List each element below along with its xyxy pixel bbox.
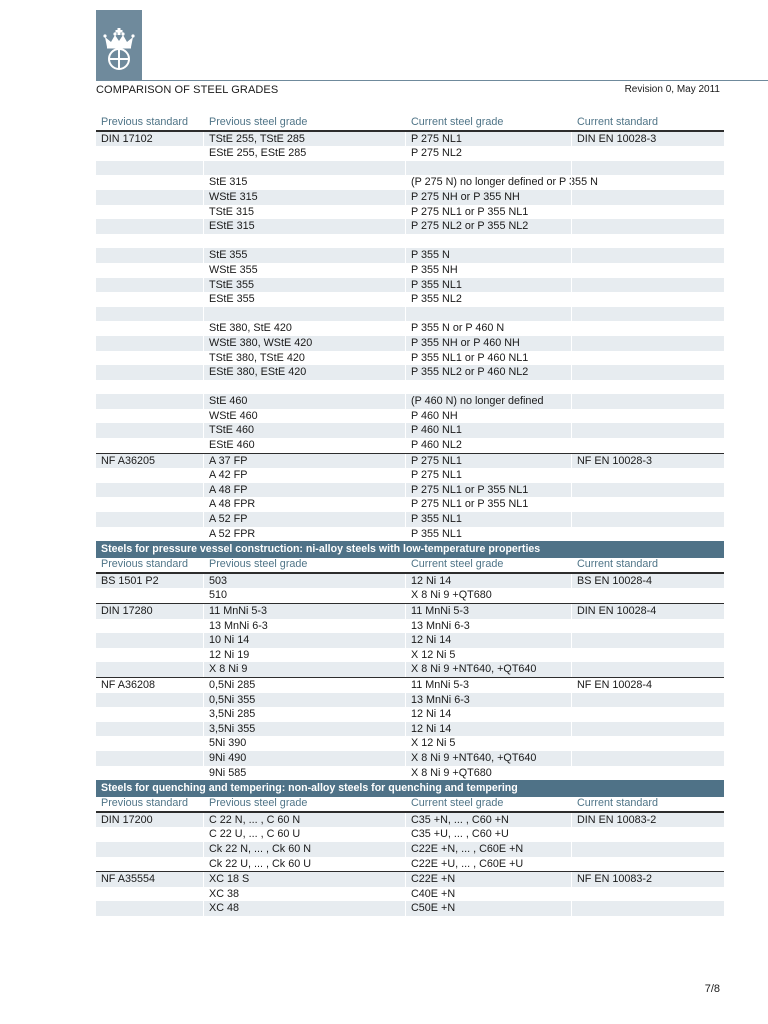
current-standard-cell	[571, 234, 724, 249]
current-standard-cell	[571, 423, 724, 438]
current-standard-cell: DIN EN 10028-3	[571, 132, 724, 147]
header-rule	[96, 80, 768, 81]
previous-standard-cell	[96, 161, 203, 176]
current-standard-cell	[571, 468, 724, 483]
current-standard-cell	[571, 248, 724, 263]
previous-grade-cell: A 48 FPR	[203, 497, 405, 512]
table-row	[96, 248, 724, 263]
table-row	[96, 588, 724, 603]
previous-grade-cell: EStE 315	[203, 219, 405, 234]
current-grade-cell: P 275 NL1 or P 355 NL1	[405, 483, 571, 498]
current-standard-cell	[571, 438, 724, 453]
current-standard-cell	[571, 633, 724, 648]
current-grade-cell: P 275 NL2	[405, 146, 571, 161]
table-row	[96, 633, 724, 648]
table-row	[96, 453, 724, 469]
current-standard-cell	[571, 394, 724, 409]
current-standard-cell: BS EN 10028-4	[571, 574, 724, 589]
current-standard-cell	[571, 512, 724, 527]
current-grade-cell	[405, 161, 571, 176]
current-grade-cell: 12 Ni 14	[405, 633, 571, 648]
current-grade-cell: P 460 NL2	[405, 438, 571, 453]
previous-grade-cell: EStE 380, EStE 420	[203, 365, 405, 380]
column-header: Previous steel grade	[203, 558, 405, 572]
previous-standard-cell	[96, 857, 203, 872]
current-grade-cell: P 275 NL2 or P 355 NL2	[405, 219, 571, 234]
previous-standard-cell	[96, 248, 203, 263]
column-header: Previous standard	[101, 797, 189, 810]
company-logo	[96, 10, 142, 80]
current-standard-cell	[571, 588, 724, 603]
previous-grade-cell	[203, 234, 405, 249]
previous-standard-cell	[96, 693, 203, 708]
current-standard-cell	[571, 321, 724, 336]
previous-grade-cell: 0,5Ni 285	[203, 678, 405, 693]
current-grade-cell: P 460 NL1	[405, 423, 571, 438]
current-grade-cell: X 12 Ni 5	[405, 648, 571, 663]
previous-grade-cell	[203, 307, 405, 322]
previous-standard-cell	[96, 190, 203, 205]
previous-standard-cell	[96, 307, 203, 322]
current-grade-cell: 13 MnNi 6-3	[405, 693, 571, 708]
current-grade-cell: C50E +N	[405, 901, 571, 916]
previous-standard-cell	[96, 483, 203, 498]
current-standard-cell	[571, 292, 724, 307]
current-grade-cell: P 275 NL1	[405, 454, 571, 469]
table-row	[96, 722, 724, 737]
table-row	[96, 205, 724, 220]
table-row	[96, 234, 724, 249]
current-standard-cell	[571, 736, 724, 751]
table-row	[96, 603, 724, 619]
previous-standard-cell	[96, 588, 203, 603]
previous-standard-cell	[96, 662, 203, 677]
table-row	[96, 292, 724, 307]
current-standard-cell	[571, 409, 724, 424]
current-grade-cell: P 275 NL1	[405, 468, 571, 483]
column-header: Previous standard	[101, 116, 189, 128]
crown-logo-icon	[96, 10, 142, 80]
current-standard-cell: NF EN 10083-2	[571, 872, 724, 887]
previous-standard-cell	[96, 234, 203, 249]
current-grade-cell: P 355 NL1	[405, 278, 571, 293]
previous-standard-cell	[96, 321, 203, 336]
current-standard-cell	[571, 336, 724, 351]
current-grade-cell: P 355 NH or P 460 NH	[405, 336, 571, 351]
current-grade-cell: P 355 NL1	[405, 512, 571, 527]
table-row	[96, 365, 724, 380]
previous-standard-cell	[96, 423, 203, 438]
previous-grade-cell	[203, 161, 405, 176]
current-standard-cell	[571, 365, 724, 380]
previous-grade-cell: WStE 380, WStE 420	[203, 336, 405, 351]
current-standard-cell	[571, 857, 724, 872]
previous-standard-cell: NF A35554	[101, 873, 156, 886]
previous-standard-cell	[96, 901, 203, 916]
previous-standard-cell	[96, 219, 203, 234]
table-row	[96, 190, 724, 205]
current-standard-cell	[571, 175, 724, 190]
current-standard-cell	[571, 161, 724, 176]
previous-standard-cell	[96, 146, 203, 161]
current-standard-cell: NF EN 10028-4	[571, 678, 724, 693]
current-grade-cell: X 12 Ni 5	[405, 736, 571, 751]
current-standard-cell: DIN EN 10028-4	[571, 604, 724, 619]
previous-standard-cell	[96, 766, 203, 781]
table-row	[96, 161, 724, 176]
previous-standard-cell: DIN 17102	[101, 132, 153, 145]
table-row	[96, 842, 724, 857]
previous-standard-cell	[96, 365, 203, 380]
previous-grade-cell: 13 MnNi 6-3	[203, 619, 405, 634]
current-standard-cell	[571, 648, 724, 663]
previous-standard-cell	[96, 736, 203, 751]
current-grade-cell: C22E +N	[405, 872, 571, 887]
previous-standard-cell	[96, 380, 203, 395]
table-header-row	[96, 797, 724, 812]
previous-grade-cell: 5Ni 390	[203, 736, 405, 751]
current-grade-cell: C35 +U, ... , C60 +U	[405, 827, 571, 842]
current-grade-cell	[405, 380, 571, 395]
table-row	[96, 175, 724, 190]
steel-grades-table	[96, 116, 724, 930]
current-standard-cell	[571, 619, 724, 634]
table-row	[96, 527, 724, 542]
table-row	[96, 693, 724, 708]
previous-grade-cell: 510	[203, 588, 405, 603]
previous-grade-cell: 503	[203, 574, 405, 589]
current-standard-cell	[571, 751, 724, 766]
current-standard-cell	[571, 662, 724, 677]
previous-grade-cell: XC 38	[203, 887, 405, 902]
table-row	[96, 662, 724, 677]
previous-standard-cell	[96, 409, 203, 424]
current-standard-cell	[571, 693, 724, 708]
previous-standard-cell	[96, 916, 203, 931]
table-row	[96, 497, 724, 512]
previous-grade-cell: EStE 255, EStE 285	[203, 146, 405, 161]
current-grade-cell: 12 Ni 14	[405, 722, 571, 737]
previous-standard-cell	[96, 205, 203, 220]
table-row	[96, 409, 724, 424]
previous-grade-cell: TStE 460	[203, 423, 405, 438]
current-grade-cell: C22E +N, ... , C60E +N	[405, 842, 571, 857]
table-row	[96, 438, 724, 453]
previous-standard-cell	[96, 497, 203, 512]
previous-standard-cell: NF A36205	[101, 454, 156, 467]
table-row	[96, 573, 724, 589]
table-row	[96, 812, 724, 828]
table-row	[96, 380, 724, 395]
current-grade-cell: 13 MnNi 6-3	[405, 619, 571, 634]
current-grade-cell: 12 Ni 14	[405, 707, 571, 722]
current-standard-cell	[571, 887, 724, 902]
previous-standard-cell	[96, 722, 203, 737]
previous-standard-cell	[96, 527, 203, 542]
table-header-row	[96, 558, 724, 573]
previous-grade-cell: Ck 22 U, ... , Ck 60 U	[203, 857, 405, 872]
previous-grade-cell: WStE 315	[203, 190, 405, 205]
previous-grade-cell: 9Ni 490	[203, 751, 405, 766]
previous-grade-cell: TStE 380, TStE 420	[203, 351, 405, 366]
current-grade-cell: X 8 Ni 9 +QT680	[405, 588, 571, 603]
current-grade-cell: C22E +U, ... , C60E +U	[405, 857, 571, 872]
current-grade-cell: X 8 Ni 9 +QT680	[405, 766, 571, 781]
page-number: 7/8	[704, 983, 720, 995]
previous-grade-cell: StE 380, StE 420	[203, 321, 405, 336]
previous-grade-cell: TStE 255, TStE 285	[203, 132, 405, 147]
table-row	[96, 146, 724, 161]
current-grade-cell: X 8 Ni 9 +NT640, +QT640	[405, 751, 571, 766]
current-grade-cell: 11 MnNi 5-3	[405, 604, 571, 619]
current-standard-cell	[571, 766, 724, 781]
table-row	[96, 707, 724, 722]
current-standard-cell	[571, 219, 724, 234]
column-header: Current steel grade	[405, 797, 571, 811]
current-grade-cell: P 275 NH or P 355 NH	[405, 190, 571, 205]
previous-grade-cell: A 52 FP	[203, 512, 405, 527]
previous-grade-cell	[203, 380, 405, 395]
table-row	[96, 916, 724, 931]
previous-standard-cell	[96, 842, 203, 857]
previous-grade-cell: A 48 FP	[203, 483, 405, 498]
column-header: Current standard	[571, 797, 724, 811]
previous-standard-cell	[96, 827, 203, 842]
current-grade-cell: P 355 NL1 or P 460 NL1	[405, 351, 571, 366]
previous-grade-cell: StE 460	[203, 394, 405, 409]
previous-standard-cell	[96, 751, 203, 766]
previous-standard-cell	[96, 336, 203, 351]
previous-standard-cell	[96, 707, 203, 722]
previous-standard-cell	[96, 278, 203, 293]
previous-standard-cell	[96, 394, 203, 409]
table-row	[96, 827, 724, 842]
previous-grade-cell: WStE 460	[203, 409, 405, 424]
previous-grade-cell: 11 MnNi 5-3	[203, 604, 405, 619]
current-standard-cell	[571, 205, 724, 220]
current-standard-cell	[571, 483, 724, 498]
table-row	[96, 736, 724, 751]
current-grade-cell	[405, 307, 571, 322]
revision-label: Revision 0, May 2011	[624, 84, 720, 95]
previous-grade-cell: TStE 315	[203, 205, 405, 220]
previous-standard-cell	[96, 512, 203, 527]
table-row	[96, 336, 724, 351]
table-row	[96, 901, 724, 916]
current-grade-cell: P 275 NL1	[405, 132, 571, 147]
previous-grade-cell: EStE 460	[203, 438, 405, 453]
current-standard-cell	[571, 263, 724, 278]
section-heading: Steels for quenching and tempering: non-alloy steels for quenching and tempering	[96, 780, 724, 797]
table-row	[96, 394, 724, 409]
table-row	[96, 766, 724, 781]
table-row	[96, 263, 724, 278]
table-row	[96, 887, 724, 902]
table-row	[96, 751, 724, 766]
current-standard-cell: NF EN 10028-3	[571, 454, 724, 469]
previous-grade-cell: C 22 U, ... , C 60 U	[203, 827, 405, 842]
current-grade-cell: P 460 NH	[405, 409, 571, 424]
current-standard-cell	[571, 351, 724, 366]
current-standard-cell	[571, 916, 724, 931]
current-grade-cell: (P 460 N) no longer defined	[405, 394, 571, 409]
current-standard-cell	[571, 722, 724, 737]
previous-grade-cell: StE 315	[203, 175, 405, 190]
current-grade-cell: C40E +N	[405, 887, 571, 902]
previous-grade-cell: EStE 355	[203, 292, 405, 307]
previous-grade-cell: X 8 Ni 9	[203, 662, 405, 677]
current-grade-cell: C35 +N, ... , C60 +N	[405, 813, 571, 828]
column-header: Current steel grade	[405, 558, 571, 572]
document-title: COMPARISON OF STEEL GRADES	[96, 84, 279, 96]
previous-standard-cell	[96, 292, 203, 307]
previous-grade-cell: 3,5Ni 355	[203, 722, 405, 737]
current-standard-cell	[571, 707, 724, 722]
table-row	[96, 512, 724, 527]
table-row	[96, 857, 724, 872]
current-standard-cell	[571, 901, 724, 916]
current-standard-cell	[571, 278, 724, 293]
table-row	[96, 677, 724, 693]
current-standard-cell	[571, 842, 724, 857]
table-row	[96, 619, 724, 634]
current-standard-cell	[571, 146, 724, 161]
current-grade-cell: P 275 NL1 or P 355 NL1	[405, 205, 571, 220]
previous-grade-cell: 12 Ni 19	[203, 648, 405, 663]
previous-grade-cell: C 22 N, ... , C 60 N	[203, 813, 405, 828]
previous-standard-cell	[96, 351, 203, 366]
current-grade-cell: P 355 NL2 or P 460 NL2	[405, 365, 571, 380]
previous-standard-cell: DIN 17200	[101, 813, 153, 826]
current-standard-cell	[571, 827, 724, 842]
previous-standard-cell	[96, 887, 203, 902]
table-header-row	[96, 116, 724, 131]
column-header: Current standard	[571, 558, 724, 572]
current-grade-cell: P 355 NL1	[405, 527, 571, 542]
previous-standard-cell: DIN 17280	[101, 605, 153, 617]
previous-standard-cell	[96, 619, 203, 634]
previous-standard-cell	[96, 648, 203, 663]
current-grade-cell: (P 275 N) no longer defined or P 355 N	[405, 175, 571, 190]
previous-grade-cell: XC 48	[203, 901, 405, 916]
table-row	[96, 351, 724, 366]
current-standard-cell	[571, 190, 724, 205]
table-row	[96, 648, 724, 663]
column-header: Current steel grade	[405, 116, 571, 130]
previous-standard-cell: BS 1501 P2	[101, 574, 159, 587]
previous-grade-cell: XC 18 S	[203, 872, 405, 887]
column-header: Previous steel grade	[203, 797, 405, 811]
column-header: Previous standard	[101, 558, 189, 571]
column-header: Previous steel grade	[203, 116, 405, 130]
table-row	[96, 423, 724, 438]
current-grade-cell: 11 MnNi 5-3	[405, 678, 571, 693]
current-grade-cell: P 355 N	[405, 248, 571, 263]
current-grade-cell: X 8 Ni 9 +NT640, +QT640	[405, 662, 571, 677]
previous-grade-cell: 9Ni 585	[203, 766, 405, 781]
previous-standard-cell	[96, 468, 203, 483]
previous-grade-cell: 3,5Ni 285	[203, 707, 405, 722]
previous-standard-cell	[96, 438, 203, 453]
previous-grade-cell: StE 355	[203, 248, 405, 263]
previous-grade-cell: A 37 FP	[203, 454, 405, 469]
previous-grade-cell: A 52 FPR	[203, 527, 405, 542]
previous-grade-cell: 10 Ni 14	[203, 633, 405, 648]
previous-standard-cell	[96, 175, 203, 190]
previous-grade-cell: 0,5Ni 355	[203, 693, 405, 708]
section-heading: Steels for pressure vessel construction: ni-alloy steels with low-temperature properties	[96, 541, 724, 558]
previous-grade-cell: TStE 355	[203, 278, 405, 293]
previous-grade-cell	[203, 916, 405, 931]
table-row	[96, 131, 724, 147]
column-header: Current standard	[571, 116, 724, 130]
table-row	[96, 278, 724, 293]
table-row	[96, 307, 724, 322]
table-row	[96, 468, 724, 483]
previous-grade-cell: A 42 FP	[203, 468, 405, 483]
current-standard-cell: DIN EN 10083-2	[571, 813, 724, 828]
current-grade-cell	[405, 916, 571, 931]
previous-standard-cell	[96, 633, 203, 648]
current-grade-cell: 12 Ni 14	[405, 574, 571, 589]
current-standard-cell	[571, 527, 724, 542]
previous-standard-cell	[96, 263, 203, 278]
previous-grade-cell: WStE 355	[203, 263, 405, 278]
current-standard-cell	[571, 380, 724, 395]
previous-standard-cell: NF A36208	[101, 678, 156, 691]
table-row	[96, 219, 724, 234]
current-standard-cell	[571, 307, 724, 322]
current-grade-cell: P 355 N or P 460 N	[405, 321, 571, 336]
table-row	[96, 483, 724, 498]
previous-grade-cell: Ck 22 N, ... , Ck 60 N	[203, 842, 405, 857]
current-grade-cell: P 355 NH	[405, 263, 571, 278]
current-grade-cell: P 275 NL1 or P 355 NL1	[405, 497, 571, 512]
current-standard-cell	[571, 497, 724, 512]
table-row	[96, 321, 724, 336]
current-grade-cell	[405, 234, 571, 249]
current-grade-cell: P 355 NL2	[405, 292, 571, 307]
table-row	[96, 871, 724, 887]
